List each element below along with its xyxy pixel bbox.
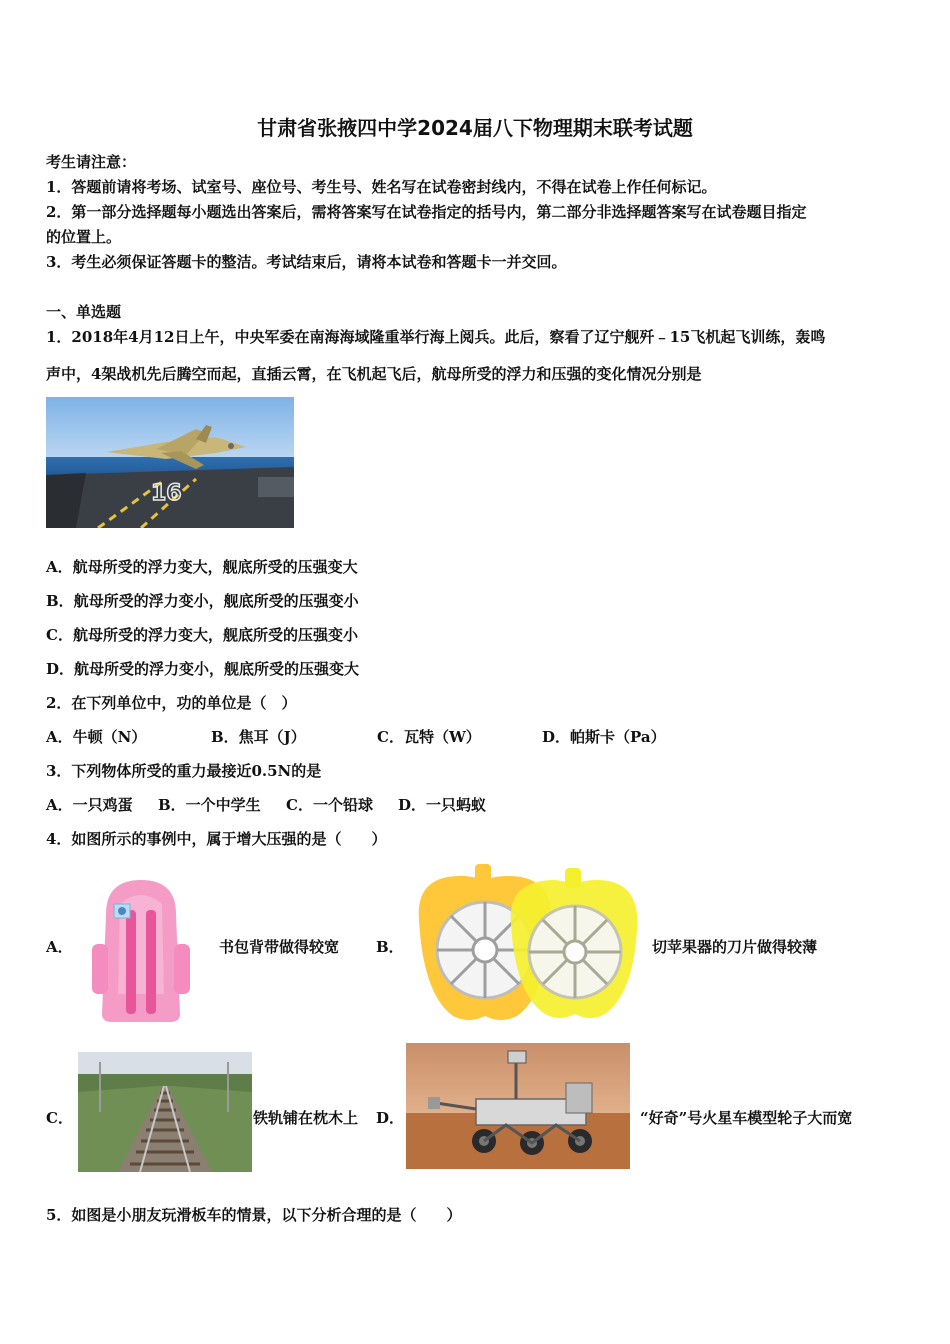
notice-item-2-cont: 的位置上。 xyxy=(46,228,122,246)
q2-option-c: C．瓦特（W） xyxy=(377,728,481,746)
q1-text-line2: 声中，4架战机先后腾空而起，直插云霄，在飞机起飞后，航母所受的浮力和压强的变化情况分别是 xyxy=(46,365,702,383)
notice-item-3: 3．考生必须保证答题卡的整洁。考试结束后，请将本试卷和答题卡一并交回。 xyxy=(46,253,567,271)
q2-option-a: A．牛顿（N） xyxy=(46,728,147,746)
q1-option-a: A．航母所受的浮力变大，舰底所受的压强变大 xyxy=(46,558,358,576)
notice-heading: 考生请注意： xyxy=(46,153,137,171)
q2-text: 2．在下列单位中，功的单位是（ ） xyxy=(46,694,297,712)
q4-option-a-caption: 书包背带做得较宽 xyxy=(219,938,340,956)
mars-rover-image xyxy=(406,1043,630,1169)
apple-slicer-image xyxy=(405,860,645,1024)
q3-option-b: B．一个中学生 xyxy=(158,796,261,814)
notice-item-1: 1．答题前请将考场、试室号、座位号、考生号、姓名写在试卷密封线内，不得在试卷上作任何标记。 xyxy=(46,178,717,196)
q2-option-b: B．焦耳（J） xyxy=(211,728,306,746)
notice-item-2: 2．第一部分选择题每小题选出答案后，需将答案写在试卷指定的括号内，第二部分非选择题答案写在试卷题目指定 xyxy=(46,203,807,221)
q5-text: 5．如图是小朋友玩滑板车的情景，以下分析合理的是（ ） xyxy=(46,1206,462,1224)
q1-text-line1: 1．2018年4月12日上午，中央军委在南海海域隆重举行海上阅兵。此后，察看了辽宁舰歼﹣15飞机起飞训练，轰鸣 xyxy=(46,328,826,346)
deck-number: 16 xyxy=(151,481,182,506)
railway-image xyxy=(78,1052,252,1172)
q3-option-d: D．一只蚂蚁 xyxy=(398,796,487,814)
backpack-image xyxy=(86,874,196,1026)
q2-option-d: D．帕斯卡（Pa） xyxy=(542,728,666,746)
q3-text: 3．下列物体所受的重力最接近0.5N的是 xyxy=(46,762,322,780)
q4-option-d-caption: “好奇”号火星车模型轮子大而宽 xyxy=(640,1109,853,1127)
page-title: 甘肃省张掖四中学2024届八下物理期末联考试题 xyxy=(257,116,693,140)
q4-option-b-caption: 切苹果器的刀片做得较薄 xyxy=(652,938,818,956)
q4-option-c-letter: C． xyxy=(46,1109,73,1127)
carrier-jet-image xyxy=(46,397,294,528)
q4-text: 4．如图所示的事例中，属于增大压强的是（ ） xyxy=(46,830,387,848)
q4-option-d-letter: D． xyxy=(376,1109,405,1127)
section-heading: 一、单选题 xyxy=(46,303,122,321)
q3-option-c: C．一个铅球 xyxy=(286,796,373,814)
q4-option-c-caption: 铁轨铺在枕木上 xyxy=(253,1109,359,1127)
q1-option-d: D．航母所受的浮力变小，舰底所受的压强变大 xyxy=(46,660,360,678)
q4-option-a-letter: A． xyxy=(46,938,73,956)
q1-option-b: B．航母所受的浮力变小，舰底所受的压强变小 xyxy=(46,592,359,610)
q4-option-b-letter: B． xyxy=(376,938,404,956)
q3-option-a: A．一只鸡蛋 xyxy=(46,796,133,814)
q1-option-c: C．航母所受的浮力变大，舰底所受的压强变小 xyxy=(46,626,358,644)
